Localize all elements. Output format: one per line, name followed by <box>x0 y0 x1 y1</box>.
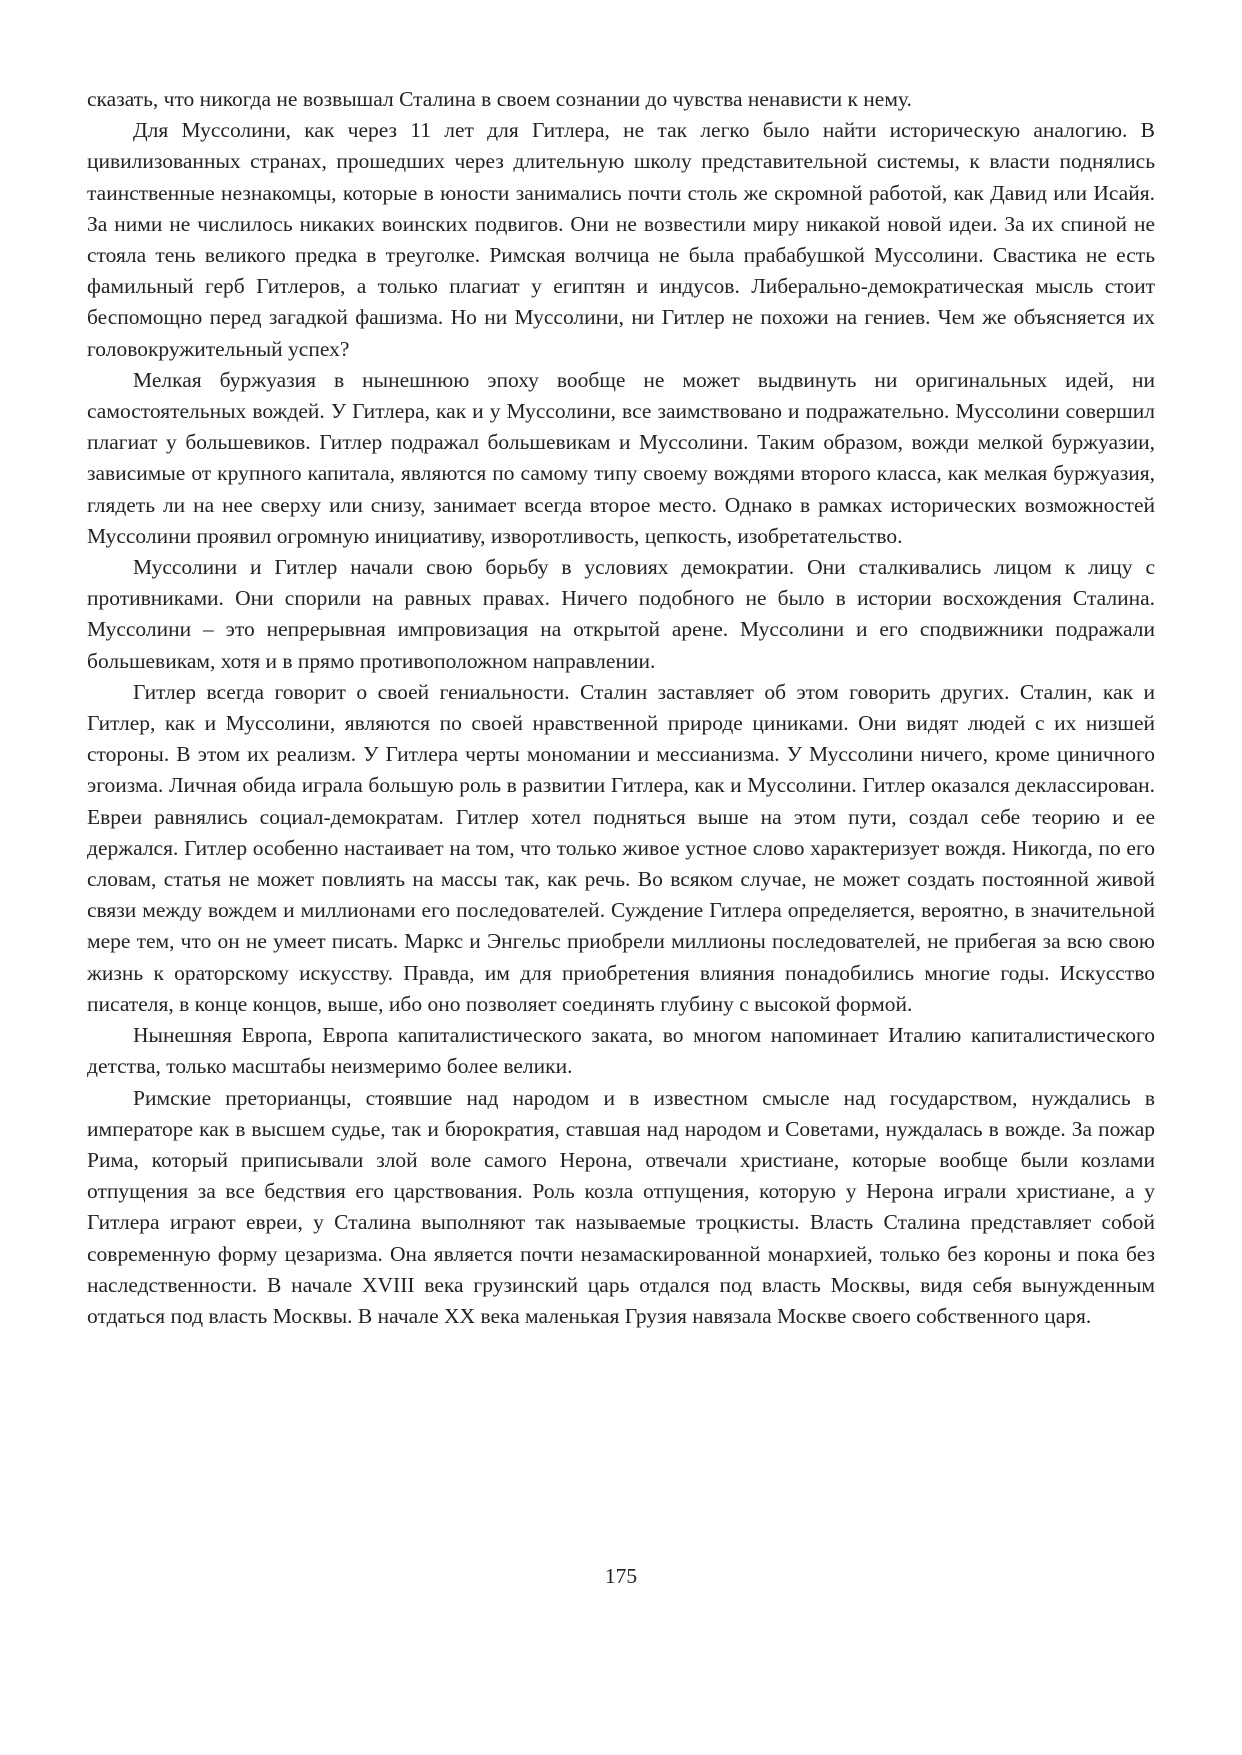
paragraph-petty-bourgeoisie: Мелкая буржуазия в нынешнюю эпоху вообще не может выдвинуть ни оригинальных идей, ни самостоятельных вождей. У Гитлера, как и у Муссолини, все заимствовано и подражательно. Муссолини совершил плагиат у большевиков. Гитлер подражал большевикам и Муссолини. Таким образом, вожди мелкой буржуазии, зависимые от крупного капитала, являются по самому типу своему вождями второго класса, как мелкая буржуазия, глядеть ли на нее сверху или снизу, занимает всегда второе место. Однако в рамках исторических возможностей Муссолини проявил огромную инициативу, изворотливость, цепкость, изобретательство. <box>87 367 1155 548</box>
page-number: 175 <box>604 1564 638 1588</box>
page-body <box>87 84 1155 1332</box>
paragraph-hitler-genius: Гитлер всегда говорит о своей гениальности. Сталин заставляет об этом говорить других. Сталин, как и Гитлер, как и Муссолини, являются по своей нравственной природе циниками. Они видят людей с их низшей стороны. В этом их реализм. У Гитлера черты мономании и мессианизма. У Муссолини ничего, кроме циничного эгоизма. Личная обида играла большую роль в развитии Гитлера, как и Муссолини. Гитлер оказался деклассирован. Евреи равнялись социал-демократам. Гитлер хотел подняться выше на этом пути, создал себе теорию и ее держался. Гитлер особенно настаивает на том, что только живое устное слово характеризует вождя. Никогда, по его словам, статья не может повлиять на массы так, как речь. Во всяком случае, не может создать постоянной живой связи между вождем и миллионами его последователей. Суждение Гитлера определяется, вероятно, в значительной мере тем, что он не умеет писать. Маркс и Энгельс приобрели миллионы последователей, не прибегая за всю свою жизнь к ораторскому искусству. Правда, им для приобретения влияния понадобились многие годы. Искусство писателя, в конце концов, выше, ибо оно позволяет соединять глубину с высокой формой. <box>87 679 1155 1016</box>
paragraph-praetorians: Римские преторианцы, стоявшие над народом и в известном смысле над государством, нуждались в императоре как в высшем судье, так и бюрократия, ставшая над народом и Советами, нуждалась в вожде. За пожар Рима, который приписывали злой воле самого Нерона, отвечали христиане, которые вообще были козлами отпущения за все бедствия его царствования. Роль козла отпущения, которую у Нерона играли христиане, а у Гитлера играют евреи, у Сталина выполняют так называемые троцкисты. Власть Сталина представляет собой современную форму цезаризма. Она является почти незамаскированной монархией, только без короны и пока без наследственности. В начале XVIII века грузинский царь отдался под власть Москвы, видя себя вынужденным отдаться под власть Москвы. В начале XX века маленькая Грузия навязала Москве своего собственного царя. <box>87 1085 1155 1328</box>
paragraph-mussolini-analogy: Для Муссолини, как через 11 лет для Гитлера, не так легко было найти историческую аналогию. В цивилизованных странах, прошедших через длительную школу представительной системы, к власти поднялись таинственные незнакомцы, которые в юности занимались почти столь же скромной работой, как Давид или Исайя. За ними не числилось никаких воинских подвигов. Они не возвестили миру никакой новой идеи. За их спиной не стояла тень великого предка в треуголке. Римская волчица не была прабабушкой Муссолини. Свастика не есть фамильный герб Гитлеров, а только плагиат у египтян и индусов. Либерально-демократическая мысль стоит беспомощно перед загадкой фашизма. Но ни Муссолини, ни Гитлер не похожи на гениев. Чем же объясняется их головокружительный успех? <box>87 118 1155 361</box>
paragraph-continuation: сказать, что никогда не возвышал Сталина в своем сознании до чувства ненависти к нему. <box>87 87 912 111</box>
paragraph-europe-sunset: Нынешняя Европа, Европа капиталистического заката, во многом напоминает Италию капиталистического детства, только масштабы неизмеримо более велики. <box>87 1023 1155 1079</box>
paragraph-democracy-struggle: Муссолини и Гитлер начали свою борьбу в условиях демократии. Они сталкивались лицом к лицу с противниками. Они спорили на равных правах. Ничего подобного не было в истории восхождения Сталина. Муссолини – это непрерывная импровизация на открытой арене. Муссолини и его сподвижники подражали большевикам, хотя и в прямо противоположном направлении. <box>87 555 1155 673</box>
